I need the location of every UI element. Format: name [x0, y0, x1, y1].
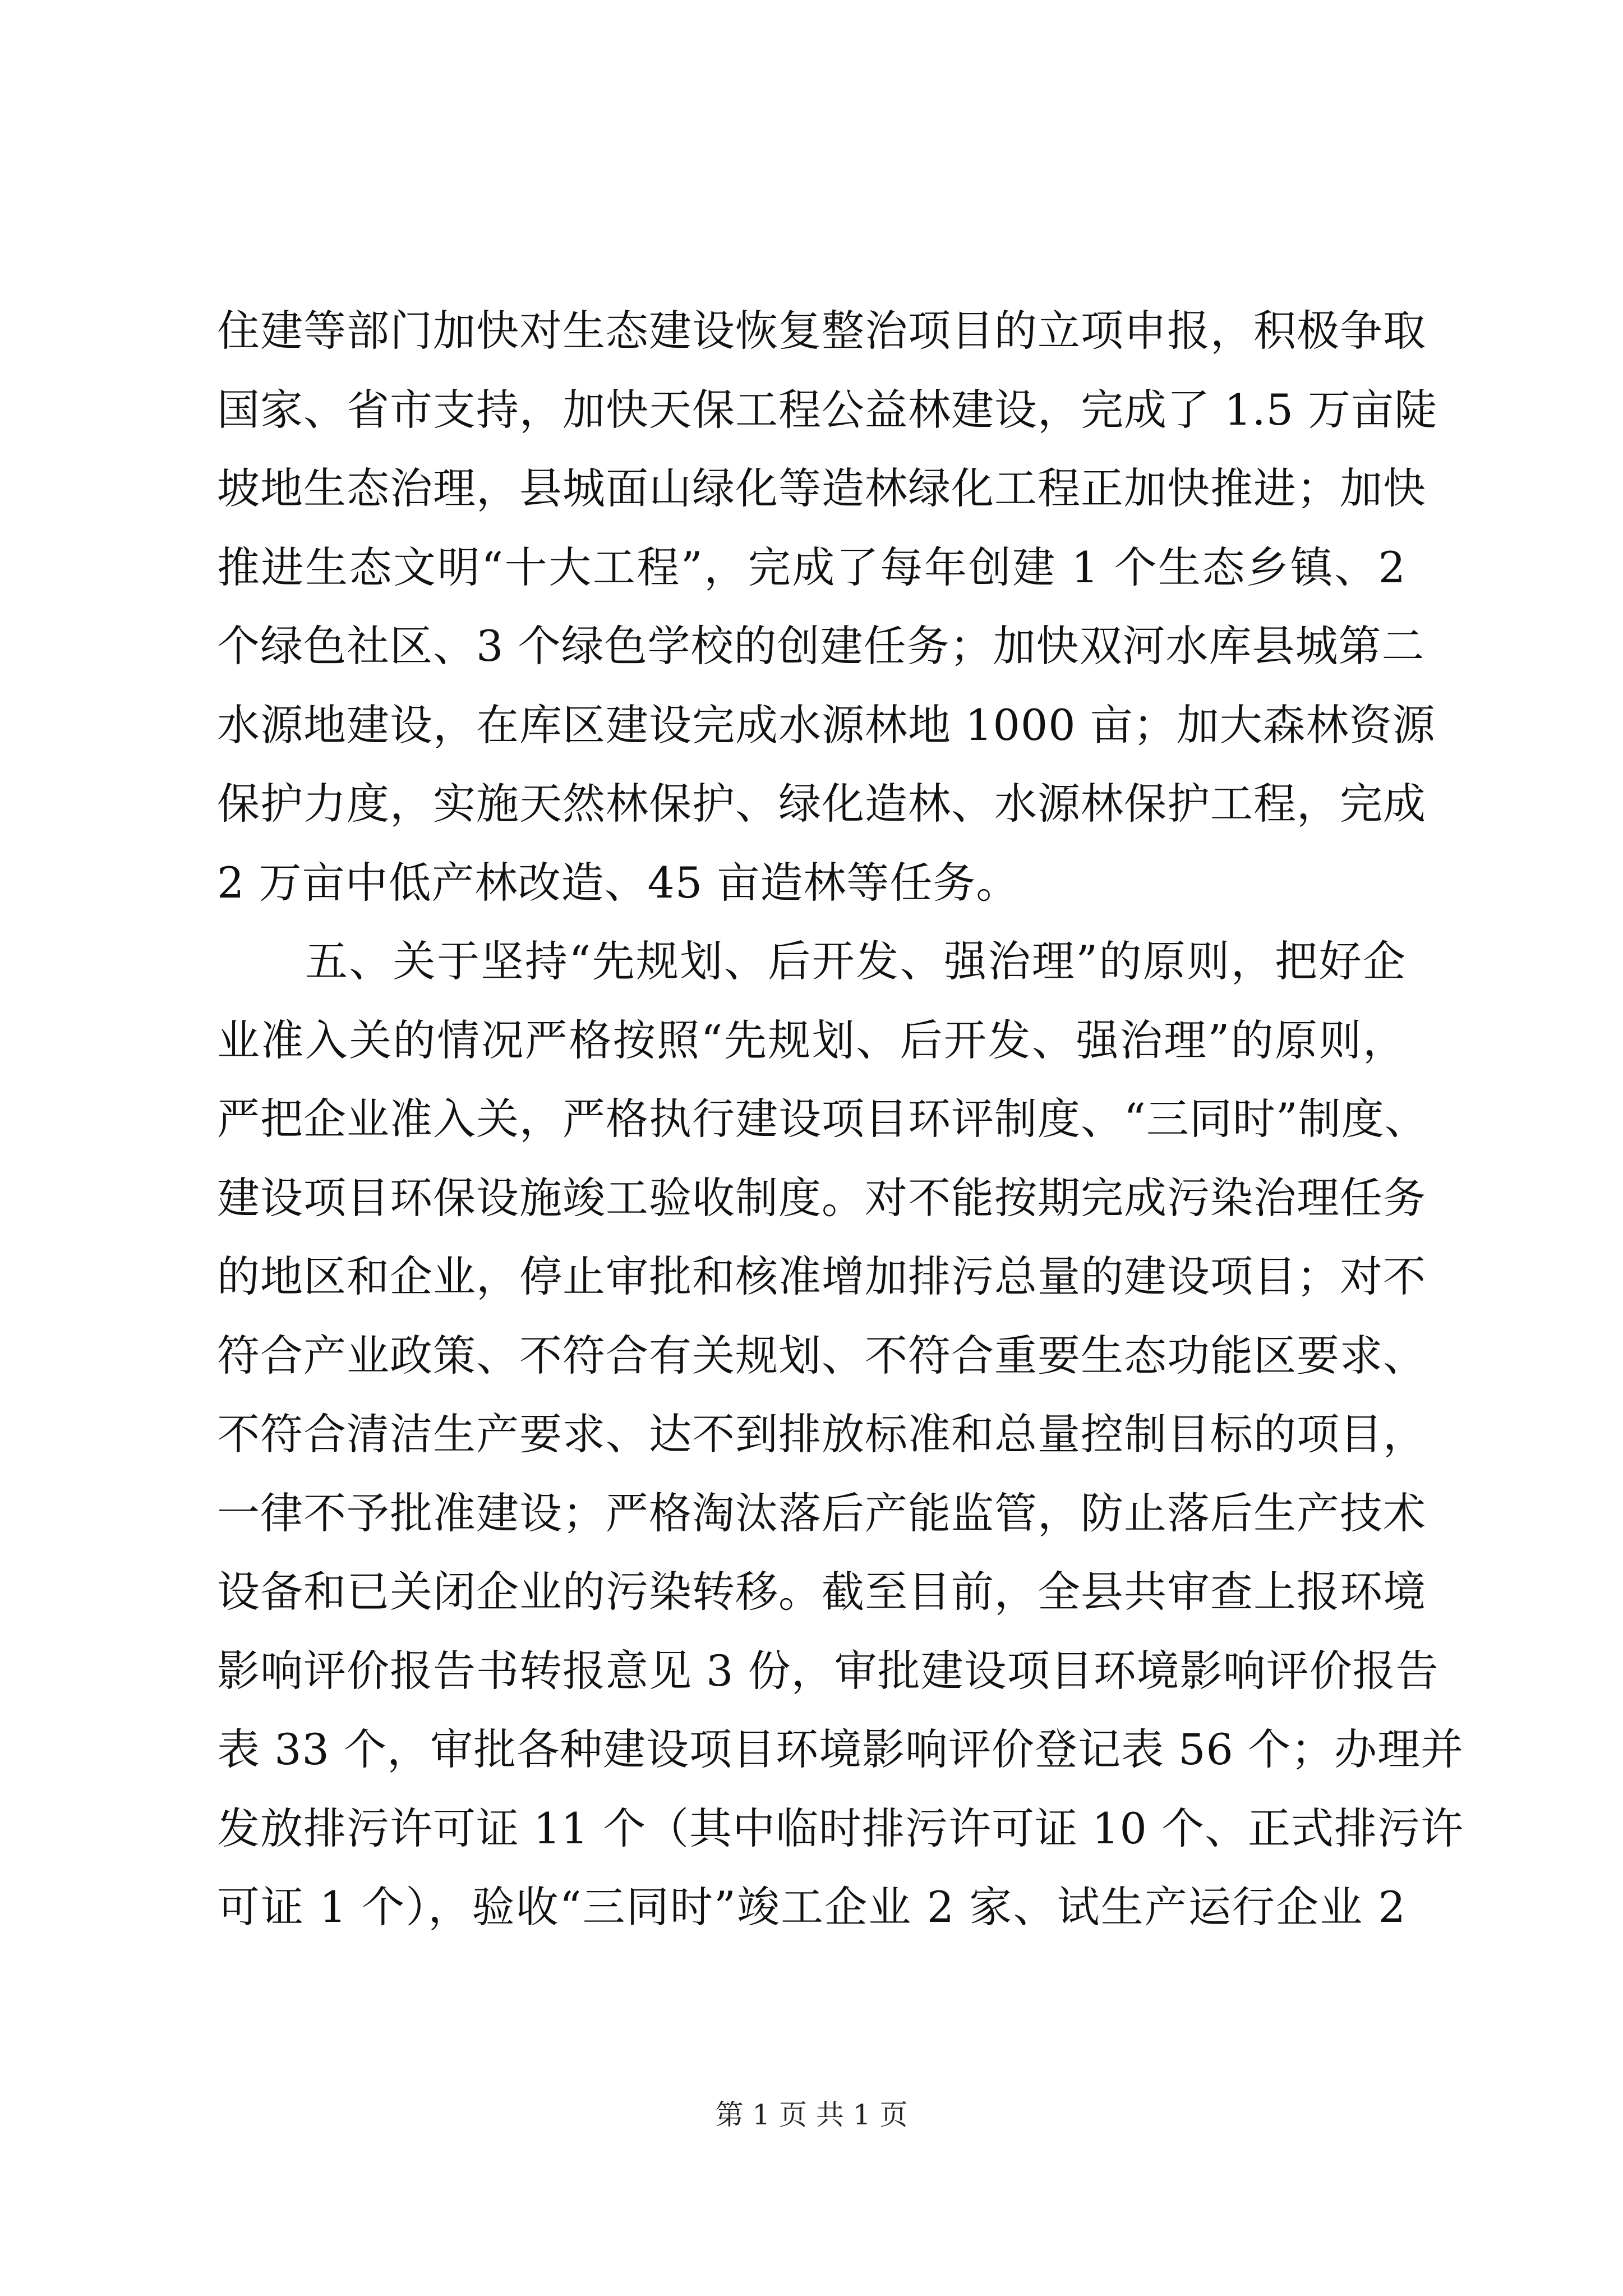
- body-text: [217, 292, 1464, 1947]
- text-line: 的地区和企业，停止审批和核准增加排污总量的建设项目；对不: [217, 1251, 1426, 1301]
- text-line: 保护力度，实施天然林保护、绿化造林、水源林保护工程，完成: [217, 779, 1426, 829]
- paragraph-start-line: 五、关于坚持“先规划、后开发、强治理”的原则，把好企: [217, 936, 1406, 986]
- text-line: 水源地建设，在库区建设完成水源林地 1000 亩；加大森林资源: [217, 700, 1436, 750]
- text-line: 坡地生态治理，县城面山绿化等造林绿化工程正加快推进；加快: [217, 463, 1426, 513]
- text-line: 2 万亩中低产林改造、45 亩造林等任务。: [217, 857, 1020, 908]
- text-line: 住建等部门加快对生态建设恢复整治项目的立项申报，积极争取: [217, 306, 1426, 356]
- text-line: 建设项目环保设施竣工验收制度。对不能按期完成污染治理任务: [217, 1172, 1426, 1223]
- text-line: 可证 1 个），验收“三同时”竣工企业 2 家、试生产运行企业 2: [217, 1882, 1406, 1932]
- text-line: 业准入关的情况严格按照“先规划、后开发、强治理”的原则，: [217, 1015, 1406, 1065]
- text-line: 推进生态文明“十大工程”，完成了每年创建 1 个生态乡镇、2: [217, 542, 1406, 592]
- text-line: 严把企业准入关，严格执行建设项目环评制度、“三同时”制度、: [217, 1094, 1428, 1144]
- text-line: 符合产业政策、不符合有关规划、不符合重要生态功能区要求、: [217, 1330, 1426, 1381]
- text-line: 设备和已关闭企业的污染转移。截至目前，全县共审查上报环境: [217, 1567, 1426, 1617]
- text-line: 一律不予批准建设；严格淘汰落后产能监管，防止落后生产技术: [217, 1488, 1426, 1538]
- text-line: 个绿色社区、3 个绿色学校的创建任务；加快双河水库县城第二: [217, 621, 1425, 671]
- text-line: 不符合清洁生产要求、达不到排放标准和总量控制目标的项目，: [217, 1409, 1426, 1459]
- text-line: 国家、省市支持，加快天保工程公益林建设，完成了 1.5 万亩陡: [217, 384, 1438, 435]
- page-number-footer: 第 1 页 共 1 页: [715, 2099, 908, 2131]
- text-line: 影响评价报告书转报意见 3 份，审批建设项目环境影响评价报告: [217, 1645, 1439, 1696]
- text-line: 发放排污许可证 11 个（其中临时排污许可证 10 个、正式排污许: [217, 1803, 1464, 1853]
- text-line: 表 33 个，审批各种建设项目环境影响评价登记表 56 个；办理并: [217, 1724, 1464, 1774]
